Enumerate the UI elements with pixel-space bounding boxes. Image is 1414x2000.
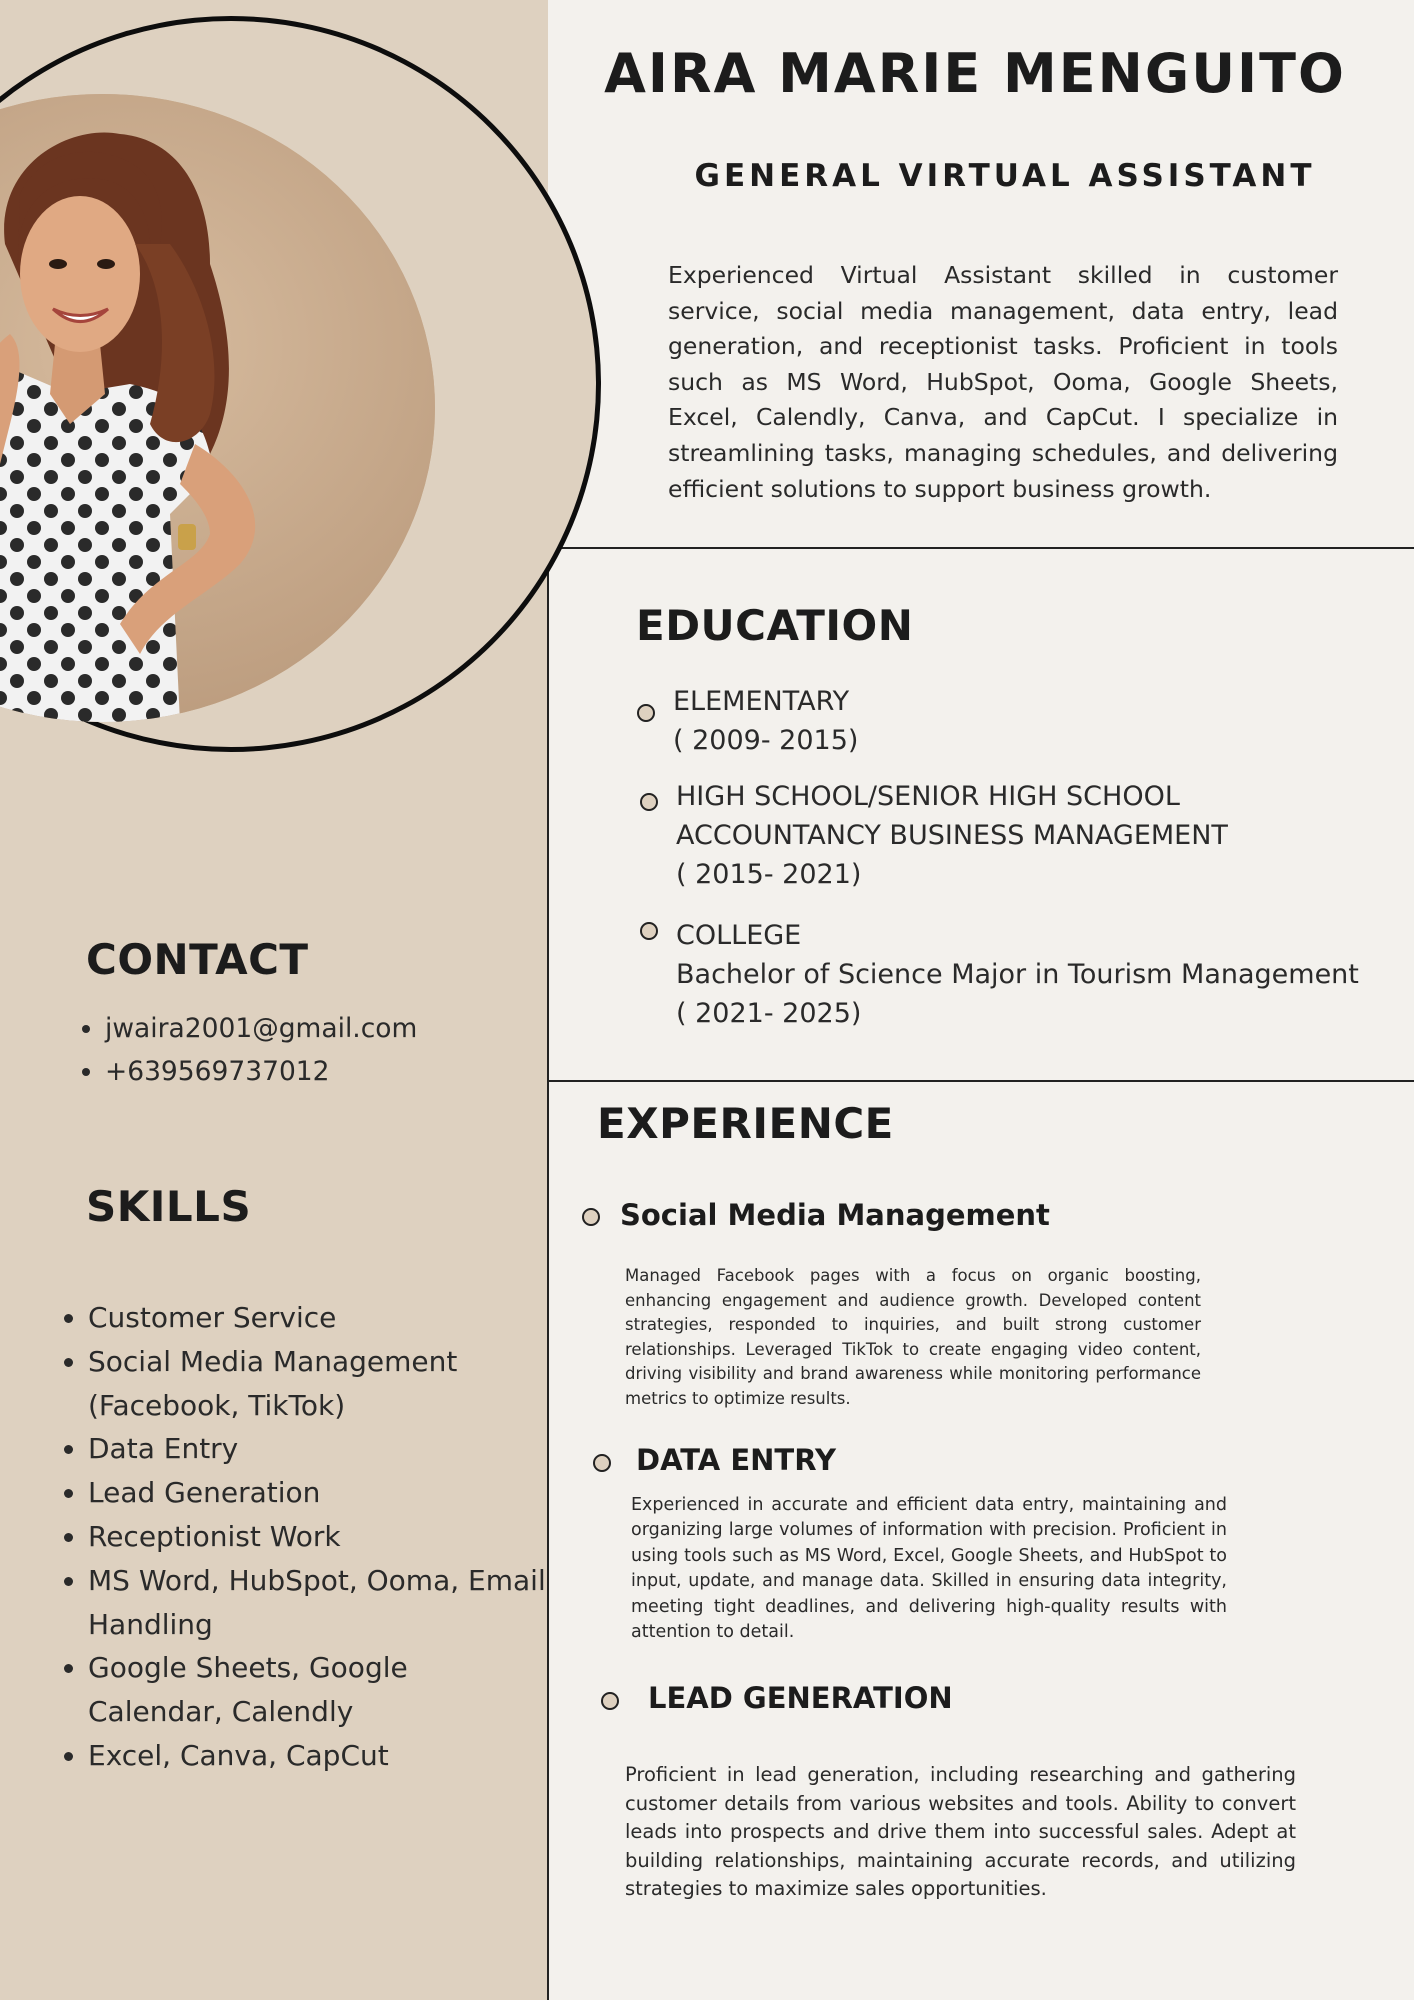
portrait-illustration bbox=[0, 94, 435, 722]
candidate-name: AIRA MARIE MENGUITO bbox=[604, 42, 1346, 105]
job-title: GENERAL VIRTUAL ASSISTANT bbox=[694, 158, 1316, 194]
education-level: COLLEGE bbox=[676, 920, 802, 951]
skill-item: • Receptionist Work bbox=[88, 1515, 548, 1559]
experience-description-social-media: Managed Facebook pages with a focus on organic boosting, enhancing engagement and audience growth. Developed content strategies, responded to inquiries, and built strong customer relationships. Leveraged TikTok to create engaging video content, driving visibility and brand awareness while monitoring performance metrics to optimize results. bbox=[625, 1266, 1201, 1408]
contact-list bbox=[75, 1007, 417, 1093]
profile-summary: Experienced Virtual Assistant skilled in customer service, social media management, data entry, lead generation, and receptionist tasks. Proficient in tools such as MS Word, HubSpot, Ooma, Google Sheets, Excel, Calendly, Canva, and CapCut. I specialize in streamlining tasks, managing schedules, and delivering efficient solutions to support business growth. bbox=[668, 261, 1338, 503]
divider-summary-education bbox=[548, 547, 1414, 549]
skill-item: • Lead Generation bbox=[88, 1471, 548, 1515]
experience-title-social-media: Social Media Management bbox=[620, 1198, 1050, 1232]
experience-heading: EXPERIENCE bbox=[597, 1099, 894, 1148]
education-item-high-school bbox=[676, 777, 1228, 894]
experience-title-lead-generation: LEAD GENERATION bbox=[648, 1681, 953, 1715]
skill-item: • Google Sheets, Google Calendar, Calendly bbox=[88, 1646, 548, 1734]
experience-title-data-entry: DATA ENTRY bbox=[636, 1443, 836, 1477]
profile-photo bbox=[0, 94, 435, 722]
education-years: ( 2009- 2015) bbox=[673, 725, 859, 756]
skills-heading: SKILLS bbox=[86, 1182, 252, 1231]
skills-list bbox=[58, 1296, 548, 1778]
education-level: ELEMENTARY bbox=[673, 686, 850, 717]
divider-education-experience bbox=[548, 1080, 1414, 1082]
skill-item: • Excel, Canva, CapCut bbox=[88, 1734, 548, 1778]
education-item-college bbox=[676, 916, 1359, 1033]
bullet-dot-icon bbox=[640, 922, 658, 940]
education-level: HIGH SCHOOL/SENIOR HIGH SCHOOL bbox=[676, 781, 1180, 812]
education-degree: Bachelor of Science Major in Tourism Management bbox=[676, 959, 1359, 990]
bullet-dot-icon bbox=[601, 1692, 619, 1710]
bullet-dot-icon bbox=[593, 1454, 611, 1472]
skill-item: • MS Word, HubSpot, Ooma, Email Handling bbox=[88, 1559, 548, 1647]
education-years: ( 2015- 2021) bbox=[676, 859, 862, 890]
experience-description-data-entry: Experienced in accurate and efficient data entry, maintaining and organizing large volumes of information with precision. Proficient in using tools such as MS Word, Excel, Google Sheets, and HubSpot to input, update, and manage data. Skilled in ensuring data integrity, meeting tight deadlines, and delivering high-quality results with attention to detail. bbox=[631, 1495, 1227, 1643]
bullet-dot-icon bbox=[640, 793, 658, 811]
skill-item: • Customer Service bbox=[88, 1296, 548, 1340]
bullet-dot-icon bbox=[637, 704, 655, 722]
education-item-elementary bbox=[673, 682, 858, 760]
education-years: ( 2021- 2025) bbox=[676, 998, 862, 1029]
education-strand: ACCOUNTANCY BUSINESS MANAGEMENT bbox=[676, 820, 1228, 851]
contact-email[interactable]: • jwaira2001@gmail.com bbox=[105, 1007, 417, 1050]
contact-heading: CONTACT bbox=[86, 935, 309, 984]
column-divider bbox=[547, 548, 549, 2000]
contact-phone[interactable]: • +639569737012 bbox=[105, 1050, 417, 1093]
experience-description-lead-generation: Proficient in lead generation, including researching and gathering customer details from various websites and tools. Ability to convert leads into prospects and drive them into successful sales. Adept at building relationships, maintaining accurate records, and utilizing strategies to maximize sales opportunities. bbox=[625, 1763, 1296, 1900]
skill-item: • Social Media Management (Facebook, TikTok) bbox=[88, 1340, 548, 1428]
education-heading: EDUCATION bbox=[636, 601, 914, 650]
bullet-dot-icon bbox=[582, 1208, 600, 1226]
skill-item: • Data Entry bbox=[88, 1427, 548, 1471]
